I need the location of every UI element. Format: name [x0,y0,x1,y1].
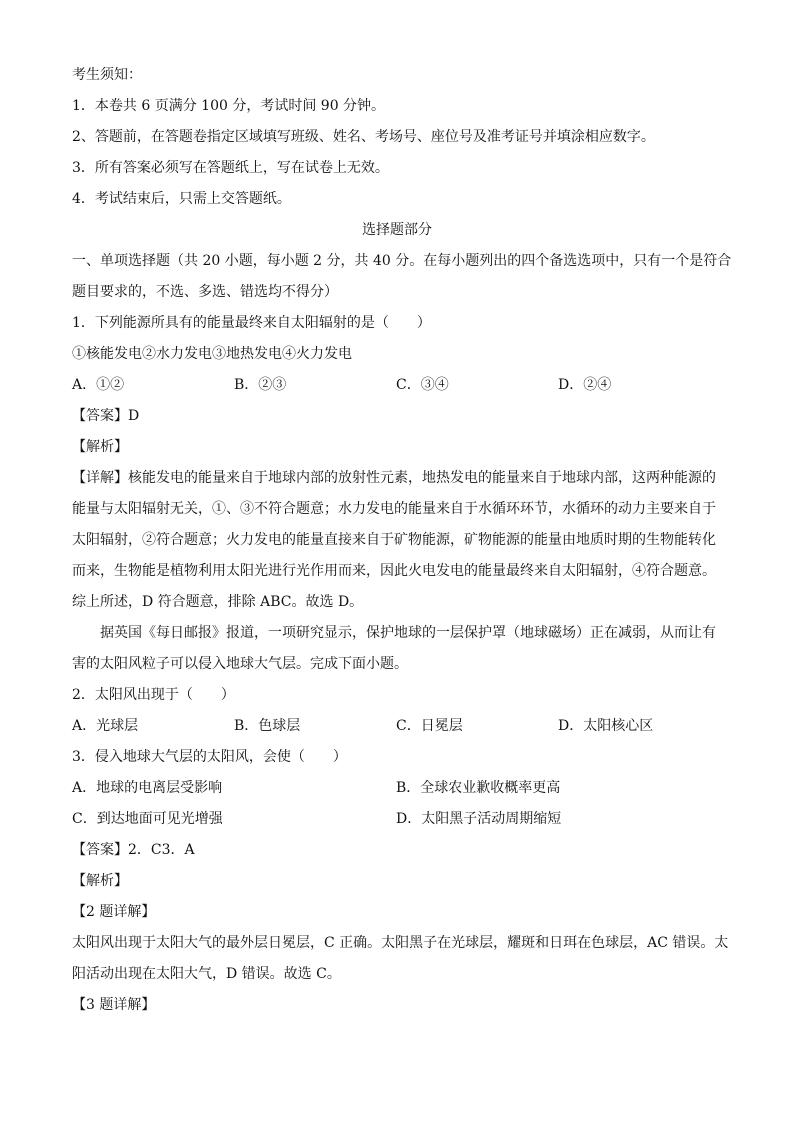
q1-detail-line: 太阳辐射，②符合题意；火力发电的能量直接来自于矿物能源，矿物能源的能量由地质时期的生物能转化 [72,532,716,548]
q1-stem: 1．下列能源所具有的能量最终来自太阳辐射的是（ ） [72,315,431,331]
q1-analysis-label: 【解析】 [72,439,128,455]
notice-item: 4．考试结束后，只需上交答题纸。 [72,191,291,207]
passage-line: 据英国《每日邮报》报道，一项研究显示，保护地球的一层保护罩（地球磁场）正在减弱，从而让有 [100,625,716,641]
q3-option-d: D．太阳黑子活动周期缩短 [396,811,562,827]
q3-options-row2 [72,804,722,835]
q1-option-b: B．②③ [234,377,287,393]
q2-option-b: B．色球层 [234,718,301,734]
q1-option-c: C．③④ [396,377,449,393]
q2-option-a: A．光球层 [72,718,139,734]
q3-detail-label: 【3 题详解】 [72,997,156,1013]
q1-option-d: D．②④ [558,377,612,393]
q2-option-c: C．日冕层 [396,718,463,734]
q2-detail-line: 太阳风出现于太阳大气的最外层日冕层，C 正确。太阳黑子在光球层，耀斑和日珥在色球层，AC 错误。太 [72,935,729,951]
q1-items: ①核能发电②水力发电③地热发电④火力发电 [72,346,352,362]
q1-detail-line: 综上所述，D 符合题意，排除 ABC。故选 D。 [72,594,364,610]
q2-stem: 2．太阳风出现于（ ） [72,687,235,703]
q23-analysis-label: 【解析】 [72,873,128,889]
q23-answer: 【答案】2．C3．A [72,842,195,858]
q2-detail-label: 【2 题详解】 [72,904,156,920]
q3-option-a: A．地球的电离层受影响 [72,780,223,796]
q2-option-d: D．太阳核心区 [558,718,654,734]
q1-options [72,370,722,401]
section-title: 选择题部分 [362,222,432,238]
q3-option-c: C．到达地面可见光增强 [72,811,223,827]
notice-item: 3．所有答案必须写在答题纸上，写在试卷上无效。 [72,160,389,176]
instructions-line: 题目要求的，不选、多选、错选均不得分） [72,284,338,300]
notice-title: 考生须知： [72,67,142,83]
q1-detail-line: 能量与太阳辐射无关，①、③不符合题意；水力发电的能量来自于水循环环节，水循环的动力主要来自于 [72,501,716,517]
instructions-line: 一、单项选择题（共 20 小题，每小题 2 分，共 40 分。在每小题列出的四个备选选项中，只有一个是符合 [72,253,732,269]
notice-item: 2、答题前，在答题卷指定区域填写班级、姓名、考场号、座位号及准考证号并填涂相应数字。 [72,129,655,145]
exam-page [72,60,732,1021]
q3-option-b: B．全球农业歉收概率更高 [396,780,561,796]
q1-option-a: A．①② [72,377,125,393]
q2-options [72,711,722,742]
q3-options-row1 [72,773,722,804]
q1-detail-line: 【详解】核能发电的能量来自于地球内部的放射性元素，地热发电的能量来自于地球内部，这两种能源的 [72,470,716,486]
q1-detail-line: 而来，生物能是植物利用太阳光进行光作用而来，因此火电发电的能量最终来自太阳辐射，④符合题意。 [72,563,716,579]
q3-stem: 3．侵入地球大气层的太阳风，会使（ ） [72,749,347,765]
passage-line: 害的太阳风粒子可以侵入地球大气层。完成下面小题。 [72,656,408,672]
notice-item: 1．本卷共 6 页满分 100 分，考试时间 90 分钟。 [72,98,386,114]
q2-detail-line: 阳活动出现在太阳大气，D 错误。故选 C。 [72,966,341,982]
q1-answer: 【答案】D [72,408,140,424]
